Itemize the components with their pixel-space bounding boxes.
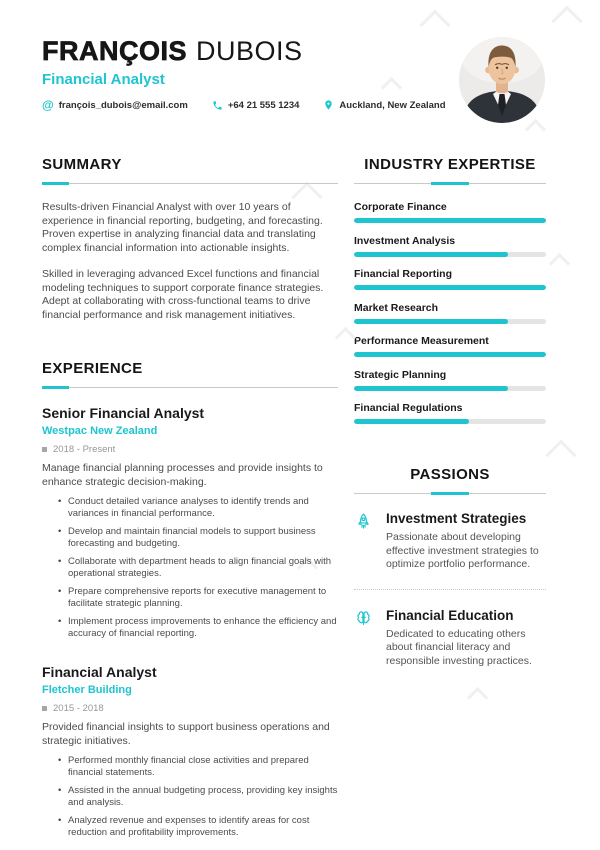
experience-heading: EXPERIENCE: [42, 360, 143, 377]
passion-content: [386, 608, 546, 669]
skill-label: Market Research: [354, 301, 439, 314]
right-column: [354, 156, 546, 668]
section-divider: [354, 182, 546, 185]
skill-bar-fill: [354, 285, 546, 290]
job-entry: [42, 405, 338, 639]
job-title: Financial Analyst: [42, 664, 157, 680]
skill-label: Corporate Finance: [354, 201, 447, 213]
job-bullet: • Prepare comprehensive reports for executive management to facilitate strategic planning.: [68, 586, 338, 609]
summary-paragraph: Results-driven Financial Analyst with over 10 years of experience in financial reporting, budgeting, and forecasting. Proven expertise in analyzing financial data and translating complex financial information into actionable insights.: [42, 201, 323, 254]
person-title: Financial Analyst: [42, 71, 165, 88]
passion-divider: [354, 589, 546, 590]
job-dates-text: 2015 - 2018: [53, 703, 104, 714]
skill-bar-track: [354, 352, 546, 357]
profile-photo: [459, 37, 545, 123]
location-pin-icon: [323, 99, 334, 111]
rocket-icon: [354, 511, 374, 572]
passion-title: Investment Strategies: [386, 511, 527, 526]
section-divider: [42, 386, 338, 389]
content-columns: [0, 156, 600, 850]
job-description: Manage financial planning processes and provide insights to enhance strategic decision-making.: [42, 462, 323, 488]
date-bullet-icon: [42, 706, 47, 711]
summary-heading: SUMMARY: [42, 156, 122, 173]
last-name: DUBOIS: [196, 36, 303, 66]
job-bullet-list: [42, 755, 338, 838]
job-bullet: • Develop and maintain financial models to support business forecasting and budgeting.: [68, 526, 338, 549]
job-company: Westpac New Zealand: [42, 425, 158, 437]
job-bullet: • Analyzed revenue and expenses to identify areas for cost reduction and profitability improvements.: [68, 815, 338, 838]
skill-item: [354, 402, 546, 424]
skill-bar-track: [354, 285, 546, 290]
job-bullet: • Conduct detailed variance analyses to identify trends and variances in financial performance.: [68, 496, 338, 519]
summary-section: [42, 156, 338, 322]
section-divider: [354, 492, 546, 495]
at-icon: @: [42, 98, 54, 112]
skill-bar-fill: [354, 319, 508, 324]
left-column: [42, 156, 338, 850]
passion-title: Financial Education: [386, 607, 514, 623]
phone-text: +64 21 555 1234: [227, 99, 300, 111]
skill-bar-fill: [354, 419, 469, 424]
passion-content: [386, 511, 546, 572]
skill-item: [354, 335, 546, 357]
skill-bar-track: [354, 252, 546, 257]
passion-item: [354, 608, 546, 669]
skill-label: Investment Analysis: [354, 234, 456, 247]
brain-icon: [354, 608, 374, 669]
header: [0, 0, 600, 126]
passion-item: [354, 511, 546, 572]
skill-bar-track: [354, 319, 546, 324]
job-dates: [42, 703, 338, 714]
job-bullet-list: [42, 496, 338, 639]
contact-phone: [212, 100, 300, 111]
skill-label: Strategic Planning: [354, 368, 447, 381]
skill-bar-fill: [354, 218, 546, 223]
job-description: Provided financial insights to support business operations and strategic initiatives.: [42, 721, 330, 747]
skill-bar-track: [354, 419, 546, 424]
passion-text: Passionate about developing effective investment strategies to optimize portfolio performance.: [386, 531, 539, 570]
skill-bar-fill: [354, 252, 508, 257]
contact-email: [42, 99, 188, 111]
job-bullet: • Collaborate with department heads to align financial goals with operational strategies.: [68, 556, 338, 579]
section-divider: [42, 182, 338, 185]
phone-icon: [212, 100, 223, 111]
job-title: Senior Financial Analyst: [42, 405, 205, 421]
job-bullet: • Assisted in the annual budgeting process, providing key insights and analysis.: [68, 785, 338, 808]
first-name: FRANÇOIS: [42, 36, 187, 66]
passions-heading: PASSIONS: [410, 466, 490, 483]
job-entry: [42, 664, 338, 838]
summary-paragraph: Skilled in leveraging advanced Excel functions and financial modeling techniques to support corporate finance strategies. Adept at collaborating with cross-functional teams to drive financial performance and risk management initiatives.: [42, 268, 324, 321]
job-dates-text: 2018 - Present: [53, 444, 116, 455]
skill-item: [354, 235, 546, 257]
job-company: Fletcher Building: [42, 684, 132, 696]
skill-label: Performance Measurement: [354, 335, 489, 347]
skill-bar-track: [354, 386, 546, 391]
industry-expertise-section: [354, 156, 546, 424]
skill-bar-track: [354, 218, 546, 223]
passions-section: [354, 466, 546, 668]
skill-bar-fill: [354, 386, 508, 391]
job-dates: [42, 444, 338, 455]
skill-item: [354, 302, 546, 324]
skill-item: [354, 369, 546, 391]
job-bullet: • Performed monthly financial close activities and prepared financial statements.: [68, 755, 338, 778]
date-bullet-icon: [42, 447, 47, 452]
experience-section: [42, 360, 338, 838]
location-text: Auckland, New Zealand: [339, 99, 446, 111]
email-text: françois_dubois@email.com: [58, 99, 188, 111]
skill-item: [354, 268, 546, 290]
skill-bar-fill: [354, 352, 546, 357]
passion-text: Dedicated to educating others about financial literacy and responsible investing practices.: [386, 627, 532, 667]
contact-location: [323, 99, 445, 111]
industry-expertise-heading: INDUSTRY EXPERTISE: [364, 156, 536, 173]
skill-item: [354, 201, 546, 223]
skill-label: Financial Regulations: [354, 402, 463, 414]
skill-label: Financial Reporting: [354, 268, 453, 280]
job-bullet: • Implement process improvements to enhance the efficiency and accuracy of financial reporting.: [68, 616, 338, 639]
